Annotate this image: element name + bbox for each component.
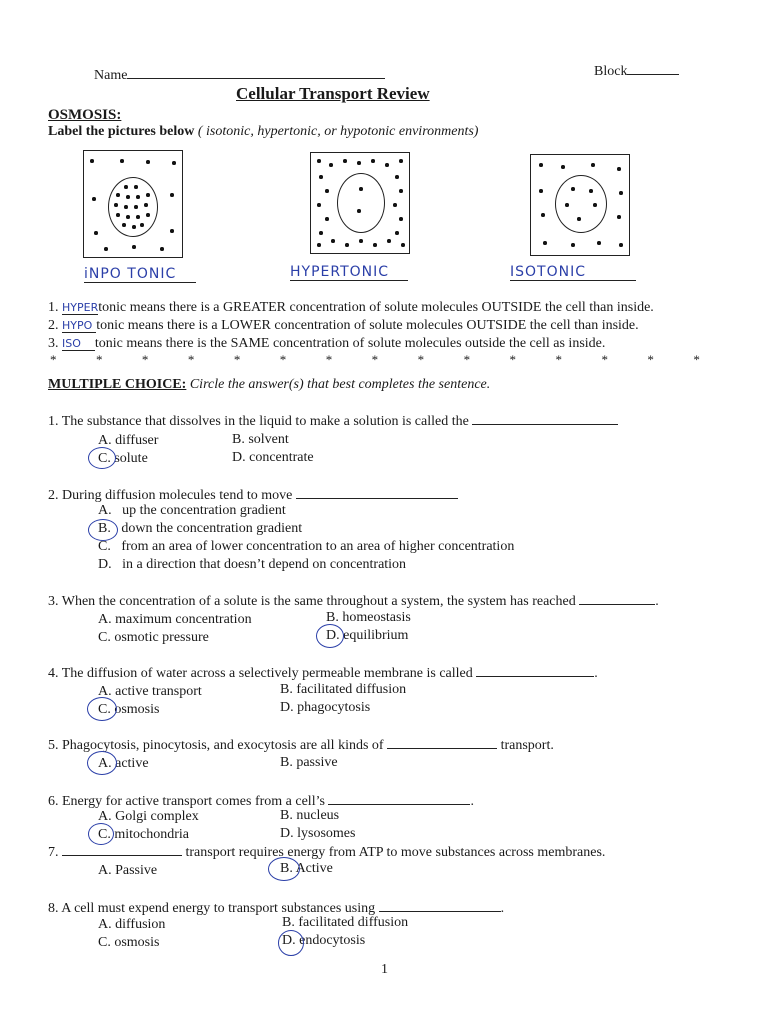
answer-circle [87,697,117,721]
question-5: 5. Phagocytosis, pinocytosis, and exocytosis are all kinds of transport. [48,738,554,753]
label-2: HYPERTONIC [290,264,408,281]
diagram-hypotonic [83,150,183,258]
block-label: Block [594,62,679,80]
q5-option-b[interactable]: B. passive [280,755,338,770]
diagram-hypertonic [310,152,410,254]
question-4: 4. The diffusion of water across a selectively permeable membrane is called . [48,666,598,681]
q4-option-a[interactable]: A. active transport [98,684,202,699]
label-3: ISOTONIC [510,264,636,281]
star-divider: * * * * * * * * * * * * * * * [50,352,700,367]
name-label: Name [94,66,385,84]
q3-option-c[interactable]: C. osmotic pressure [98,630,209,645]
answer-circle [88,823,114,845]
page-number: 1 [381,962,388,977]
q4-option-c[interactable]: C. osmosis [98,702,160,717]
q8-option-d[interactable]: D. endocytosis [282,933,366,948]
page-title: Cellular Transport Review [236,84,430,103]
question-1: 1. The substance that dissolves in the liquid to make a solution is called the [48,412,618,430]
q2-option-d[interactable]: D. in a direction that doesn’t depend on concentration [98,557,407,572]
diagram-isotonic [530,154,630,256]
answer-circle [87,751,117,775]
answer-circle [88,447,116,469]
answer-circle [316,624,344,648]
q2-option-a[interactable]: A. up the concentration gradient [98,503,286,518]
osmosis-instruction: Label the pictures below ( isotonic, hypertonic, or hypotonic environments) [48,124,479,139]
q8-option-a[interactable]: A. diffusion [98,917,166,932]
question-3: 3. When the concentration of a solute is the same throughout a system, the system has reached . [48,594,659,609]
q7-option-a[interactable]: A. Passive [98,863,158,878]
answer-circle [268,857,300,881]
q8-option-c[interactable]: C. osmosis [98,935,160,950]
q1-option-a[interactable]: A. diffuser [98,433,159,448]
question-7: 7. transport requires energy from ATP to move substances across membranes. [48,845,606,860]
statement-1: 1. HYPERtonic means there is a GREATER concentration of solute molecules OUTSIDE the cell than inside. [48,300,654,315]
q4-option-b[interactable]: B. facilitated diffusion [280,682,407,697]
q8-option-b[interactable]: B. facilitated diffusion [282,915,409,930]
q1-option-d[interactable]: D. concentrate [232,450,314,465]
q3-option-a[interactable]: A. maximum concentration [98,612,252,627]
q3-option-b[interactable]: B. homeostasis [326,610,411,625]
cell-membrane [555,175,607,233]
statement-3: 3. ISO tonic means there is the SAME concentration of solute molecules outside the cell as inside. [48,336,606,351]
q1-option-c[interactable]: C. solute [98,451,148,466]
question-8: 8. A cell must expend energy to transport substances using . [48,901,505,916]
q4-option-d[interactable]: D. phagocytosis [280,700,371,715]
question-6: 6. Energy for active transport comes from a cell’s . [48,794,474,809]
q5-option-a[interactable]: A. active [98,756,149,771]
question-2: 2. During diffusion molecules tend to move [48,486,458,504]
answer-circle [278,930,304,956]
osmosis-heading: OSMOSIS: [48,107,122,123]
cell-membrane [337,173,385,233]
q1-option-b[interactable]: B. solvent [232,432,289,447]
q6-option-a[interactable]: A. Golgi complex [98,809,199,824]
statement-2: 2. HYPO tonic means there is a LOWER concentration of solute molecules OUTSIDE the cell than inside. [48,318,639,333]
q3-option-d[interactable]: D. equilibrium [326,628,409,643]
q6-option-c[interactable]: C. mitochondria [98,827,189,842]
label-1: iNPO TONIC [84,266,196,283]
q7-option-b[interactable]: B. Active [280,861,333,876]
q2-option-c[interactable]: C. from an area of lower concentration to an area of higher concentration [98,539,515,554]
q6-option-d[interactable]: D. lysosomes [280,826,356,841]
answer-circle [88,519,118,541]
q2-option-b[interactable]: B. down the concentration gradient [98,521,303,536]
q6-option-b[interactable]: B. nucleus [280,808,340,823]
mc-heading: MULTIPLE CHOICE: Circle the answer(s) that best completes the sentence. [48,377,491,392]
